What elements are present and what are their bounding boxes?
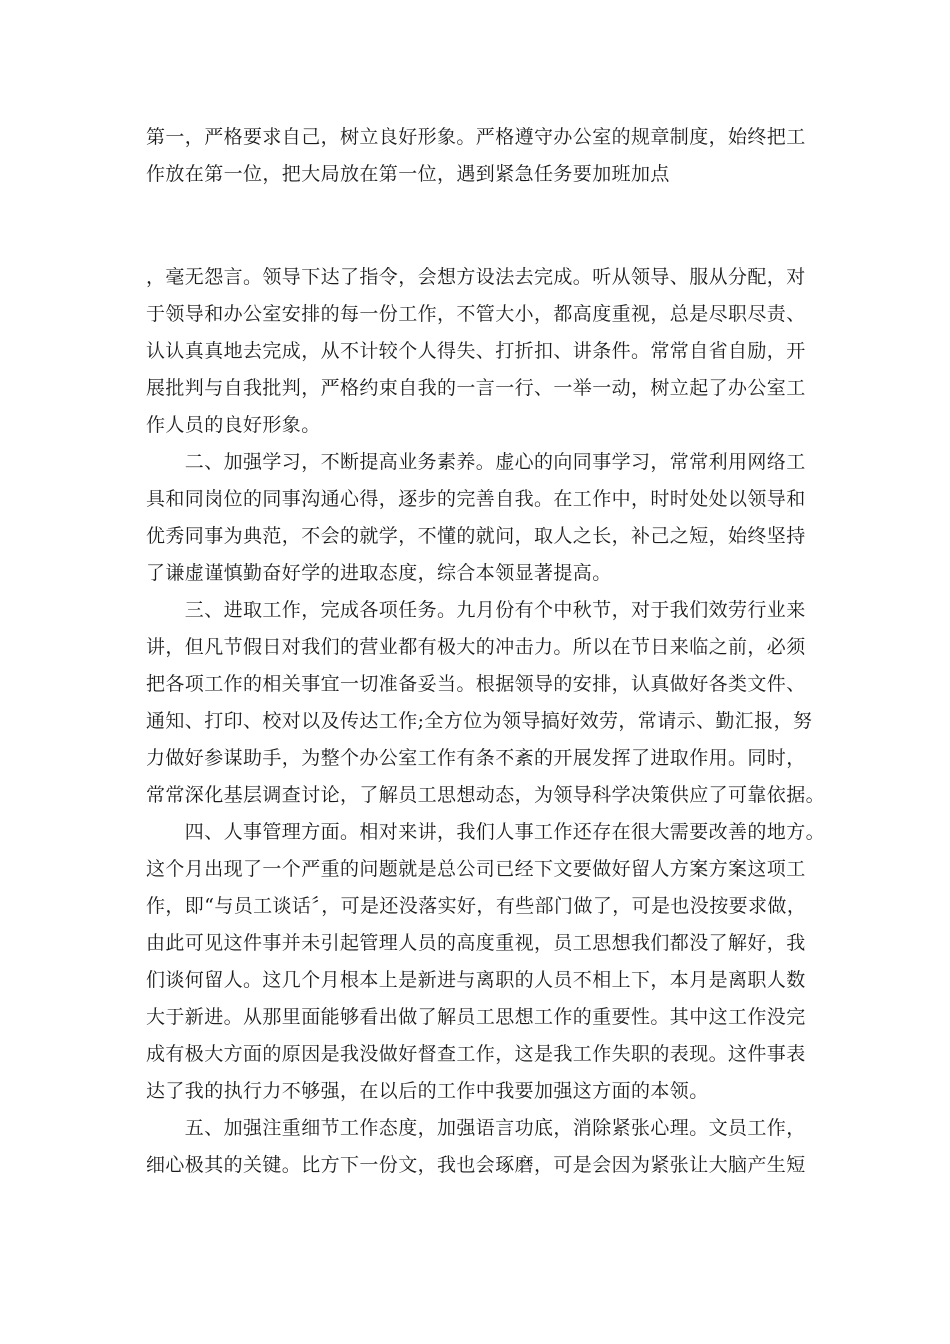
text-line: 达了我的执行力不够强，在以后的工作中我要加强这方面的本领。	[146, 1080, 709, 1102]
text-line: 作放在第一位，把大局放在第一位，遇到紧急任务要加班加点	[146, 163, 670, 185]
text-line: 大于新进。从那里面能够看出做了解员工思想工作的重要性。其中这工作没完	[146, 1006, 806, 1028]
text-line: 了谦虚谨慎勤奋好学的进取态度，综合本领显著提高。	[146, 562, 612, 584]
text-line: ，毫无怨言。领导下达了指令，会想方设法去完成。听从领导、服从分配，对	[146, 266, 806, 288]
text-line: 三、进取工作，完成各项任务。九月份有个中秋节，对于我们效劳行业来	[146, 599, 806, 621]
text-line: 认认真真地去完成，从不计较个人得失、打折扣、讲条件。常常自省自励，开	[146, 340, 806, 362]
text-line: 讲，但凡节假日对我们的营业都有极大的冲击力。所以在节日来临之前，必须	[146, 636, 806, 658]
text-line: 作人员的良好形象。	[146, 414, 321, 436]
text-line: 通知、打印、校对以及传达工作;全方位为领导搞好效劳，常请示、勤汇报，努	[146, 710, 813, 732]
text-line: 展批判与自我批判，严格约束自我的一言一行、一举一动，树立起了办公室工	[146, 377, 806, 399]
text-line: 这个月出现了一个严重的问题就是总公司已经下文要做好留人方案方案这项工	[146, 858, 806, 880]
text-line: 作，即“与员工谈话〞，可是还没落实好，有些部门做了，可是也没按要求做，	[146, 895, 807, 917]
text-line: 于领导和办公室安排的每一份工作，不管大小，都高度重视，总是尽职尽责、	[146, 303, 806, 325]
text-line: 四、人事管理方面。相对来讲，我们人事工作还存在很大需要改善的地方。	[146, 821, 826, 843]
text-line: 成有极大方面的原因是我没做好督查工作，这是我工作失职的表现。这件事表	[146, 1043, 806, 1065]
text-line: 具和同岗位的同事沟通心得，逐步的完善自我。在工作中，时时处处以领导和	[146, 488, 806, 510]
text-line: 细心极其的关键。比方下一份文，我也会琢磨，可是会因为紧张让大脑产生短	[146, 1154, 806, 1176]
text-line: 把各项工作的相关事宜一切准备妥当。根据领导的安排，认真做好各类文件、	[146, 673, 806, 695]
text-line: 五、加强注重细节工作态度，加强语言功底，消除紧张心理。文员工作，	[146, 1117, 806, 1139]
text-line: 优秀同事为典范，不会的就学，不懂的就问，取人之长，补己之短，始终坚持	[146, 525, 806, 547]
text-line: 力做好参谋助手，为整个办公室工作有条不紊的开展发挥了进取作用。同时，	[146, 747, 806, 769]
text-line: 由此可见这件事并未引起管理人员的高度重视，员工思想我们都没了解好，我	[146, 932, 806, 954]
text-line: 二、加强学习，不断提高业务素养。虚心的向同事学习，常常利用网络工	[146, 451, 806, 473]
text-line: 常常深化基层调查讨论，了解员工思想动态，为领导科学决策供应了可靠依据。	[146, 784, 826, 806]
text-line: 第一，严格要求自己，树立良好形象。严格遵守办公室的规章制度，始终把工	[146, 126, 806, 148]
text-line: 们谈何留人。这几个月根本上是新进与离职的人员不相上下，本月是离职人数	[146, 969, 806, 991]
